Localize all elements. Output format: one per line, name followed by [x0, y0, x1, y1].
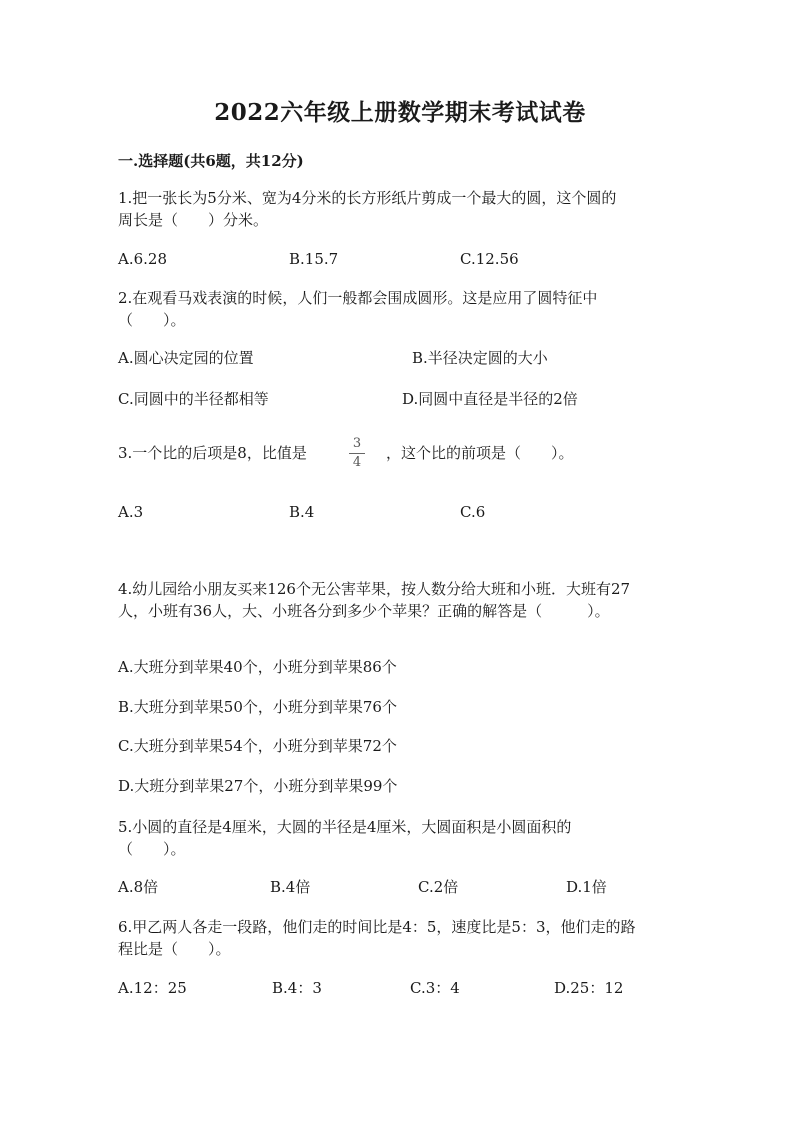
question-5-line-1: 5.小圆的直径是4厘米，大圆的半径是4厘米，大圆面积是小圆面积的 — [118, 818, 572, 836]
question-1-line-1: 1.把一张长为5分米、宽为4分米的长方形纸片剪成一个最大的圆，这个圆的 — [118, 189, 617, 207]
fraction-numerator: 3 — [352, 436, 362, 451]
question-1-line-2: 周长是（ ）分米。 — [118, 211, 269, 229]
section-heading: 一.选择题(共6题，共12分) — [118, 152, 304, 170]
question-5-option-a: A.8倍 — [118, 878, 159, 896]
question-3-text-before-fraction: 3.一个比的后项是8，比值是 — [118, 444, 307, 462]
question-3-text-after-fraction: ，这个比的前项是（ ）。 — [386, 444, 574, 462]
fraction-bar — [349, 453, 365, 454]
question-2-line-2: （ ）。 — [118, 311, 186, 329]
question-4-option-a: A.大班分到苹果40个，小班分到苹果86个 — [118, 658, 397, 676]
question-5-line-2: （ ）。 — [118, 840, 186, 858]
question-6-line-2: 程比是（ ）。 — [118, 940, 231, 958]
question-3-option-b: B.4 — [289, 503, 315, 521]
question-4-option-c: C.大班分到苹果54个，小班分到苹果72个 — [118, 737, 397, 755]
question-4-line-2: 人，小班有36人，大、小班各分到多少个苹果？正确的解答是（ ）。 — [118, 602, 610, 620]
question-5-option-c: C.2倍 — [418, 878, 459, 896]
question-4-option-b: B.大班分到苹果50个，小班分到苹果76个 — [118, 698, 397, 716]
question-2-option-d: D.同圆中直径是半径的2倍 — [402, 390, 578, 408]
question-3-option-a: A.3 — [118, 503, 144, 521]
question-2-line-1: 2.在观看马戏表演的时候，人们一般都会围成圆形。这是应用了圆特征中 — [118, 289, 598, 307]
question-4-option-d: D.大班分到苹果27个，小班分到苹果99个 — [118, 777, 398, 795]
question-1-option-a: A.6.28 — [118, 250, 167, 268]
question-2-option-c: C.同圆中的半径都相等 — [118, 390, 269, 408]
question-5-option-b: B.4倍 — [270, 878, 311, 896]
fraction-denominator: 4 — [352, 455, 362, 470]
question-2-option-a: A.圆心决定园的位置 — [118, 349, 254, 367]
question-6-option-a: A.12：25 — [118, 979, 187, 997]
question-5-option-d: D.1倍 — [566, 878, 607, 896]
question-4-line-1: 4.幼儿园给小朋友买来126个无公害苹果，按人数分给大班和小班．大班有27 — [118, 580, 631, 598]
question-1-option-b: B.15.7 — [289, 250, 339, 268]
question-6-option-b: B.4：3 — [272, 979, 322, 997]
question-1-option-c: C.12.56 — [460, 250, 519, 268]
question-3-fraction — [346, 437, 368, 470]
page-title: 2022六年级上册数学期末考试试卷 — [214, 99, 586, 126]
question-2-option-b: B.半径决定圆的大小 — [412, 349, 548, 367]
question-3-option-c: C.6 — [460, 503, 486, 521]
question-6-line-1: 6.甲乙两人各走一段路，他们走的时间比是4：5，速度比是5：3，他们走的路 — [118, 918, 636, 936]
question-6-option-d: D.25：12 — [554, 979, 624, 997]
question-6-option-c: C.3：4 — [410, 979, 460, 997]
